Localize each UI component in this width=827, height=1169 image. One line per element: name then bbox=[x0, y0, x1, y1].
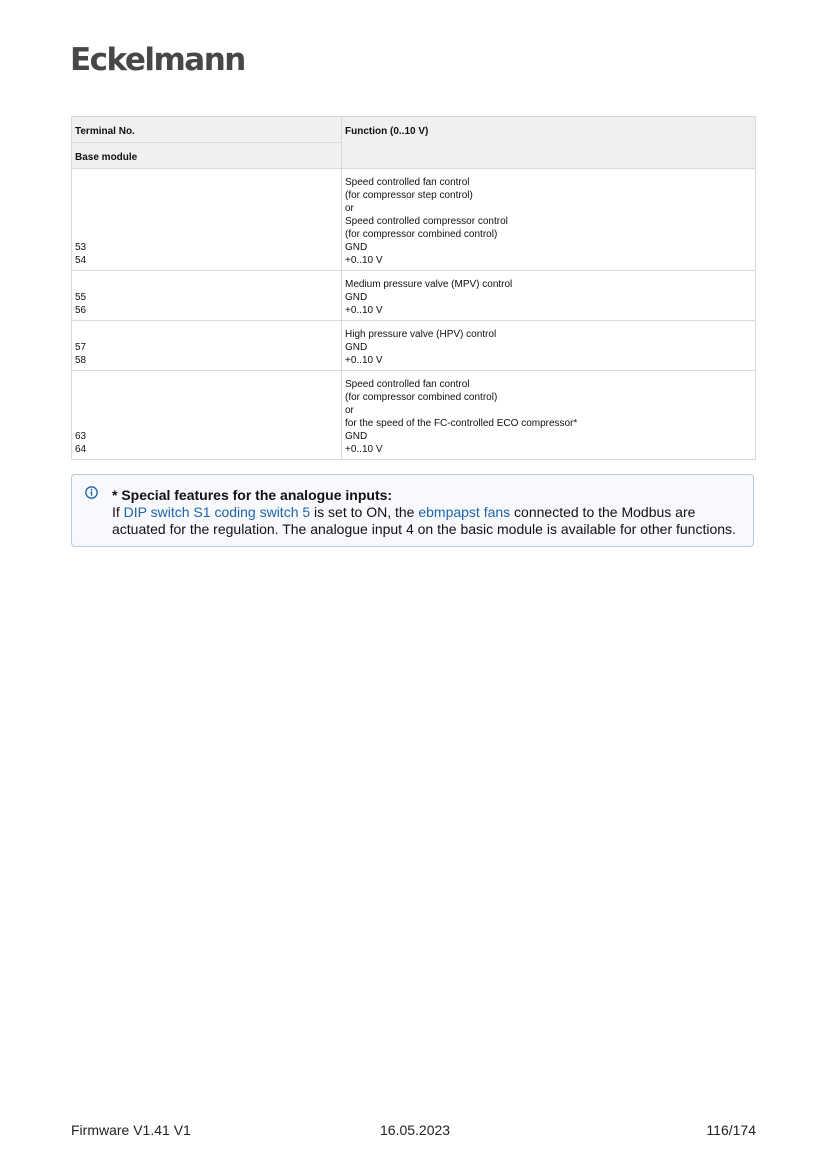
terminal-number: 57 bbox=[75, 342, 87, 353]
note-text-3: connected to the Modbus are actuated for the regulation. The analogue input 4 on the basic module is available for other functions. bbox=[112, 504, 736, 537]
terminal-no-header: Terminal No. bbox=[72, 117, 342, 143]
ebmpapst-fans-link[interactable]: ebmpapst fans bbox=[418, 504, 511, 520]
terminal-number: 63 bbox=[75, 431, 87, 442]
terminal-number bbox=[75, 189, 338, 202]
function-text: GND bbox=[345, 242, 368, 253]
terminal-number bbox=[75, 404, 338, 417]
function-text: +0..10 V bbox=[345, 444, 383, 455]
note-title: * Special features for the analogue inputs: bbox=[112, 487, 393, 503]
terminal-number bbox=[75, 215, 338, 228]
table-row bbox=[72, 271, 756, 321]
function-header: Function (0..10 V) bbox=[342, 117, 756, 169]
function-text: GND bbox=[345, 292, 368, 303]
terminal-number bbox=[75, 328, 338, 341]
terminal-number: 53 bbox=[75, 242, 87, 253]
dip-switch-link[interactable]: DIP switch S1 coding switch 5 bbox=[123, 504, 311, 520]
table-row bbox=[72, 321, 756, 371]
terminal-number bbox=[75, 278, 338, 291]
info-note-panel bbox=[71, 474, 754, 547]
footer-page-number: 116/174 bbox=[706, 1122, 756, 1138]
function-text: High pressure valve (HPV) control bbox=[345, 329, 497, 340]
table-row bbox=[72, 371, 756, 460]
footer-firmware: Firmware V1.41 V1 bbox=[71, 1122, 191, 1138]
function-text: GND bbox=[345, 431, 368, 442]
terminal-number bbox=[75, 176, 338, 189]
terminal-cell bbox=[72, 271, 342, 321]
terminal-function-table bbox=[71, 116, 756, 460]
function-text: or bbox=[345, 203, 354, 214]
function-text: for the speed of the FC-controlled ECO compressor* bbox=[345, 418, 578, 429]
function-text: +0..10 V bbox=[345, 355, 383, 366]
function-text: Medium pressure valve (MPV) control bbox=[345, 279, 513, 290]
function-text: (for compressor combined control) bbox=[345, 229, 498, 240]
terminal-number bbox=[75, 391, 338, 404]
terminal-number bbox=[75, 202, 338, 215]
terminal-number: 55 bbox=[75, 292, 87, 303]
table-row bbox=[72, 169, 756, 271]
note-text-1: If bbox=[112, 504, 124, 520]
function-text: or bbox=[345, 405, 354, 416]
terminal-cell bbox=[72, 321, 342, 371]
function-text: +0..10 V bbox=[345, 255, 383, 266]
function-text: Speed controlled compressor control bbox=[345, 216, 508, 227]
base-module-header: Base module bbox=[72, 143, 342, 169]
terminal-number: 64 bbox=[75, 444, 87, 455]
function-text: GND bbox=[345, 342, 368, 353]
function-text: (for compressor combined control) bbox=[345, 392, 498, 403]
function-text: Speed controlled fan control bbox=[345, 379, 470, 390]
function-text: Speed controlled fan control bbox=[345, 177, 470, 188]
footer-date: 16.05.2023 bbox=[380, 1122, 451, 1138]
terminal-cell bbox=[72, 169, 342, 271]
eckelmann-logo: Eckelmann bbox=[70, 42, 245, 78]
function-text: (for compressor step control) bbox=[345, 190, 473, 201]
function-text: +0..10 V bbox=[345, 305, 383, 316]
note-text-2: is set to ON, the bbox=[310, 504, 419, 520]
terminal-number: 58 bbox=[75, 355, 87, 366]
function-cell bbox=[342, 321, 756, 371]
table-body bbox=[72, 169, 756, 460]
terminal-cell bbox=[72, 371, 342, 460]
note-body bbox=[112, 487, 742, 538]
terminal-number: 56 bbox=[75, 305, 87, 316]
function-cell bbox=[342, 271, 756, 321]
terminal-number bbox=[75, 417, 338, 430]
terminal-number: 54 bbox=[75, 255, 87, 266]
info-icon bbox=[85, 486, 98, 499]
terminal-number bbox=[75, 228, 338, 241]
function-cell bbox=[342, 169, 756, 271]
terminal-number bbox=[75, 378, 338, 391]
function-cell bbox=[342, 371, 756, 460]
